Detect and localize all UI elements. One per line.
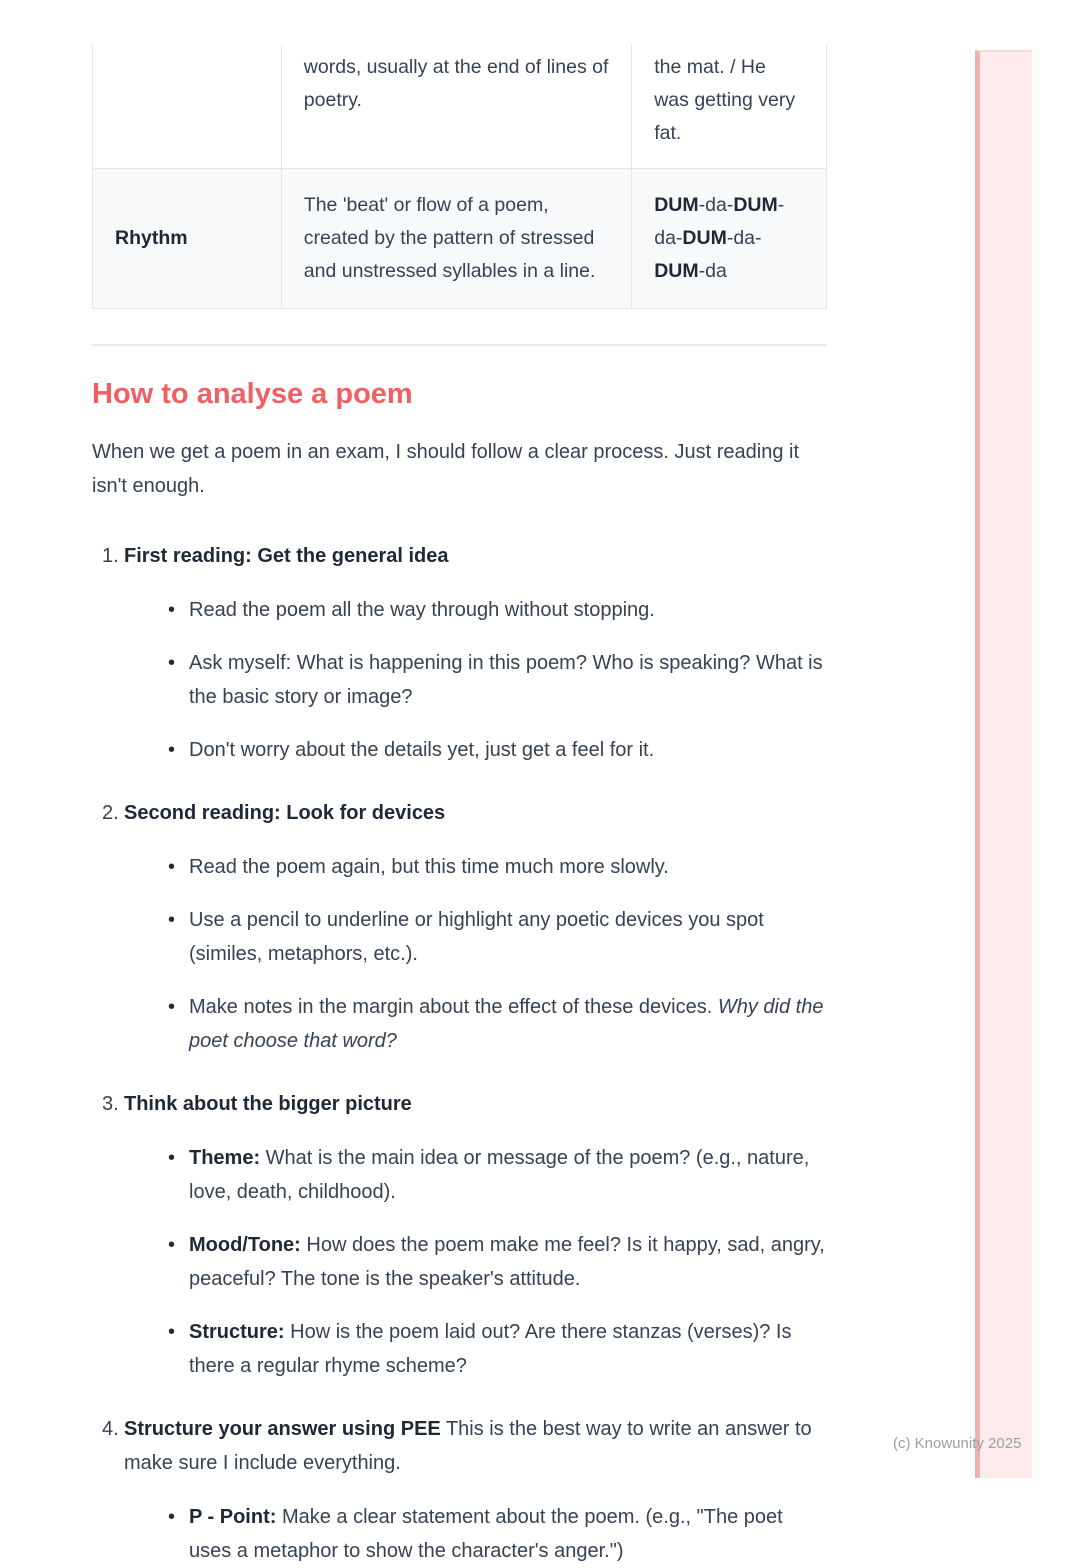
list-item bbox=[189, 1228, 827, 1296]
step-number: 4. bbox=[102, 1418, 119, 1440]
bullet-text: Make a clear statement about the poem. (e.g., "The poet uses a metaphor to show the character's anger.") bbox=[189, 1506, 783, 1562]
document-page bbox=[92, 0, 827, 1568]
intro-paragraph: When we get a poem in an exam, I should follow a clear process. Just reading it isn't enough. bbox=[92, 441, 800, 497]
bullet-bold: P - Point: bbox=[189, 1506, 277, 1528]
step-number: 1. bbox=[102, 545, 119, 567]
step-structure-pee bbox=[92, 1412, 827, 1568]
page-title: How to analyse a poem bbox=[92, 378, 413, 410]
step-number: 2. bbox=[102, 802, 119, 824]
bullet-text: How is the poem laid out? Are there stanzas (verses)? Is there a regular rhyme scheme? bbox=[189, 1321, 792, 1377]
bullet-text: Make notes in the margin about the effect of these devices. bbox=[189, 996, 718, 1018]
term-cell: Rhythm bbox=[93, 169, 282, 309]
step-number: 3. bbox=[102, 1093, 119, 1115]
example-text: -da- bbox=[654, 194, 785, 249]
step-bullets bbox=[124, 1500, 827, 1568]
example-stressed: DUM bbox=[733, 194, 778, 216]
step-first-reading bbox=[92, 539, 827, 767]
example-stressed: DUM bbox=[654, 194, 699, 216]
section-divider bbox=[92, 344, 827, 346]
list-item bbox=[189, 733, 827, 767]
list-item bbox=[189, 990, 827, 1058]
analysis-steps-list bbox=[92, 539, 827, 1568]
example-cell bbox=[632, 169, 827, 309]
step-bullets bbox=[124, 850, 827, 1058]
step-title: Structure your answer using PEE bbox=[124, 1418, 441, 1440]
bullet-bold: Structure: bbox=[189, 1321, 285, 1343]
list-item bbox=[189, 903, 827, 971]
step-heading bbox=[92, 539, 827, 767]
poetic-devices-table bbox=[92, 45, 827, 309]
bullet-bold: Mood/Tone: bbox=[189, 1234, 301, 1256]
step-second-reading bbox=[92, 796, 827, 1058]
list-item bbox=[189, 593, 827, 627]
step-heading bbox=[92, 796, 827, 1058]
example-cell bbox=[632, 45, 827, 169]
example-stressed: DUM bbox=[654, 260, 699, 282]
list-item bbox=[189, 1500, 827, 1568]
example-text: the mat. / He was getting very fat. bbox=[654, 56, 796, 144]
bullet-italic: Why did the poet choose that word? bbox=[189, 996, 824, 1052]
example-text: -da- bbox=[726, 227, 762, 249]
bullet-text: Use a pencil to underline or highlight any poetic devices you spot (similes, metaphors, etc.). bbox=[189, 909, 764, 965]
decorative-side-band bbox=[975, 50, 1032, 1478]
list-item bbox=[189, 1315, 827, 1383]
step-title: Think about the bigger picture bbox=[124, 1093, 412, 1115]
definition-cell: The 'beat' or flow of a poem, created by the pattern of stressed and unstressed syllables in a line. bbox=[281, 169, 631, 309]
list-item bbox=[189, 1141, 827, 1209]
term-cell bbox=[93, 45, 282, 169]
example-stressed: DUM bbox=[682, 227, 727, 249]
example-text: -da bbox=[698, 260, 727, 282]
step-title-rest: This is the best way to write an answer to make sure I include everything. bbox=[124, 1418, 812, 1474]
bullet-text: Read the poem all the way through without stopping. bbox=[189, 599, 655, 621]
step-title: Second reading: Look for devices bbox=[124, 802, 446, 824]
definition-cell: words, usually at the end of lines of poetry. bbox=[281, 45, 631, 169]
list-item bbox=[189, 646, 827, 714]
watermark: (c) Knowunity 2025 bbox=[893, 1435, 1022, 1452]
bullet-text: Read the poem again, but this time much more slowly. bbox=[189, 856, 669, 878]
step-heading bbox=[92, 1412, 827, 1568]
bullet-bold: Theme: bbox=[189, 1147, 261, 1169]
step-title: First reading: Get the general idea bbox=[124, 545, 449, 567]
table-row bbox=[93, 169, 827, 309]
table-row bbox=[93, 45, 827, 169]
bullet-text: Ask myself: What is happening in this poem? Who is speaking? What is the basic story or image? bbox=[189, 652, 823, 708]
bullet-text: Don't worry about the details yet, just get a feel for it. bbox=[189, 739, 655, 761]
bullet-text: What is the main idea or message of the poem? (e.g., nature, love, death, childhood). bbox=[189, 1147, 810, 1203]
step-heading bbox=[92, 1087, 827, 1383]
step-bullets bbox=[124, 593, 827, 767]
step-bullets bbox=[124, 1141, 827, 1383]
step-bigger-picture bbox=[92, 1087, 827, 1383]
bullet-text: How does the poem make me feel? Is it happy, sad, angry, peaceful? The tone is the speaker's attitude. bbox=[189, 1234, 825, 1290]
list-item bbox=[189, 850, 827, 884]
example-text: -da- bbox=[698, 194, 734, 216]
